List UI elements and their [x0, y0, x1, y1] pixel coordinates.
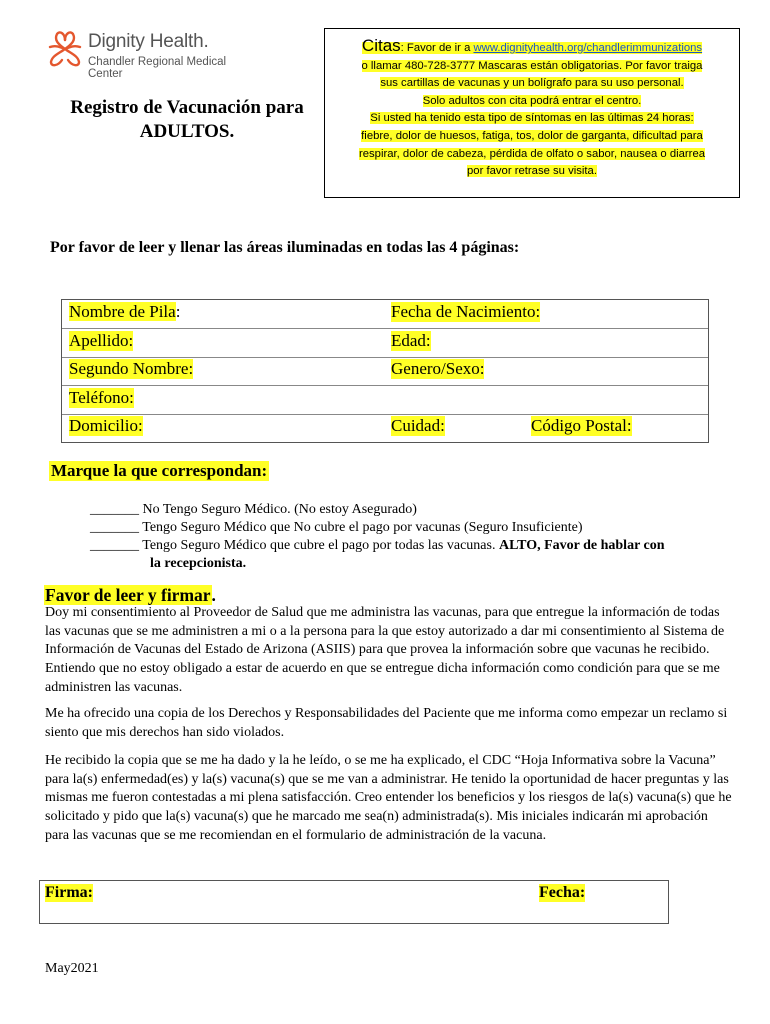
age-field[interactable]: Edad:	[391, 331, 431, 350]
consent-paragraph-1: Doy mi consentimiento al Proveedor de Salud que me administra las vacunas, para que entregue la información de todas las vacunas que se me administren a mi o a la persona para la que estoy autorizado a dar mi consentimiento al Sistema de Información de Vacunas del Estado de Arizona (ASIIS) para que provea la información sobre que vacunas he recibido. Entiendo que no estoy obligado a estar de acuerdo en que se entregue dicha información como condición para que se me administren las vacunas.	[45, 605, 725, 695]
consent-paragraph-3: He recibido la copia que se me ha dado y la he leído, o se me ha explicado, el CDC “Hoja Informativa sobre la Vacuna” para la(s) enfermedad(es) y la(s) vacuna(s) que se me van a administrar. He tenido la oportunidad de hacer preguntas y las mismas me fueron contestadas a mi plena satisfacción. Creo entender los beneficios y los riesgos de la(s) vacuna(s) que he solicitado y pido que la(s) vacuna(s) que he marcado me sea(n) administrada(s). Mis iniciales indicarán mi aprobación para las vacunas que se me recomiendan en el formulario de administración de la vacuna.	[45, 753, 732, 843]
zip-field[interactable]: Código Postal:	[531, 416, 632, 435]
insurance-option-insufficient[interactable]: _______ Tengo Seguro Médico que No cubre el pago por vacunas (Seguro Insuficiente)	[90, 520, 583, 535]
dob-field[interactable]: Fecha de Nacimiento:	[391, 302, 541, 321]
insurance-section-heading: Marque la que correspondan:	[51, 461, 268, 480]
dignity-health-emblem-icon	[48, 30, 82, 68]
form-row	[62, 414, 708, 443]
phone-field[interactable]: Teléfono:	[69, 388, 134, 407]
first-name-field[interactable]: Nombre de Pila:	[69, 302, 181, 321]
citas-line-5: Si usted ha tenido esta tipo de síntomas en las últimas 24 horas:	[370, 112, 694, 125]
insurance-options	[90, 501, 665, 573]
title-line-1: Registro de Vacunación para	[70, 97, 304, 118]
insurance-option-full-cont: la recepcionista.	[150, 556, 247, 571]
citas-line-4: Solo adultos con cita podrá entrar el centro.	[422, 94, 642, 107]
citas-line-3: sus cartillas de vacunas y un bolígrafo para su uso personal.	[380, 77, 684, 90]
citas-line-8: por favor retrase su visita.	[467, 165, 597, 178]
city-field[interactable]: Cuidad:	[391, 416, 445, 435]
gender-field[interactable]: Genero/Sexo:	[391, 359, 485, 378]
footer-date: May2021	[45, 961, 99, 976]
logo-subtitle: Chandler Regional Medical Center	[88, 56, 227, 80]
signature-box	[39, 880, 669, 924]
citas-heading: Citas	[361, 36, 401, 55]
title-line-2: ADULTOS.	[139, 121, 235, 142]
last-name-field[interactable]: Apellido:	[69, 331, 134, 350]
citas-line-1: : Favor de ir a	[400, 42, 474, 54]
form-row	[62, 300, 708, 329]
date-field[interactable]: Fecha:	[539, 884, 586, 901]
instructions-heading: Por favor de leer y llenar las áreas iluminadas en todas las 4 páginas:	[50, 239, 520, 256]
middle-name-field[interactable]: Segundo Nombre:	[69, 359, 194, 378]
logo-name: Dignity Health.	[88, 31, 209, 52]
citas-line-2: o llamar 480-728-3777 Mascaras están obligatorias. Por favor traiga	[361, 59, 703, 72]
address-field[interactable]: Domicilio:	[69, 416, 143, 435]
citas-line-6: fiebre, dolor de huesos, fatiga, tos, dolor de garganta, dificultad para	[361, 129, 703, 142]
form-row	[62, 329, 708, 358]
insurance-option-none[interactable]: _______ No Tengo Seguro Médico. (No estoy Asegurado)	[90, 502, 417, 517]
dignity-health-logo	[48, 28, 248, 80]
immunizations-link[interactable]: www.dignityhealth.org/chandlerimmunizations	[473, 42, 703, 54]
consent-paragraph-2: Me ha ofrecido una copia de los Derechos y Responsabilidades del Paciente que me informa como empezar un reclamo si siento que mis derechos han sido violados.	[45, 706, 728, 740]
appointment-notice-box	[324, 28, 740, 198]
form-row	[62, 357, 708, 386]
insurance-option-full[interactable]: _______ Tengo Seguro Médico que cubre el pago por todas las vacunas. ALTO, Favor de hablar con	[90, 538, 665, 553]
form-row	[62, 386, 708, 415]
consent-heading: Favor de leer y firmar.	[45, 585, 216, 605]
signature-field[interactable]: Firma:	[45, 884, 93, 901]
page-title	[52, 96, 322, 144]
personal-info-table	[61, 299, 709, 443]
citas-line-7: respirar, dolor de cabeza, pérdida de olfato o sabor, nausea o diarrea	[358, 147, 706, 160]
